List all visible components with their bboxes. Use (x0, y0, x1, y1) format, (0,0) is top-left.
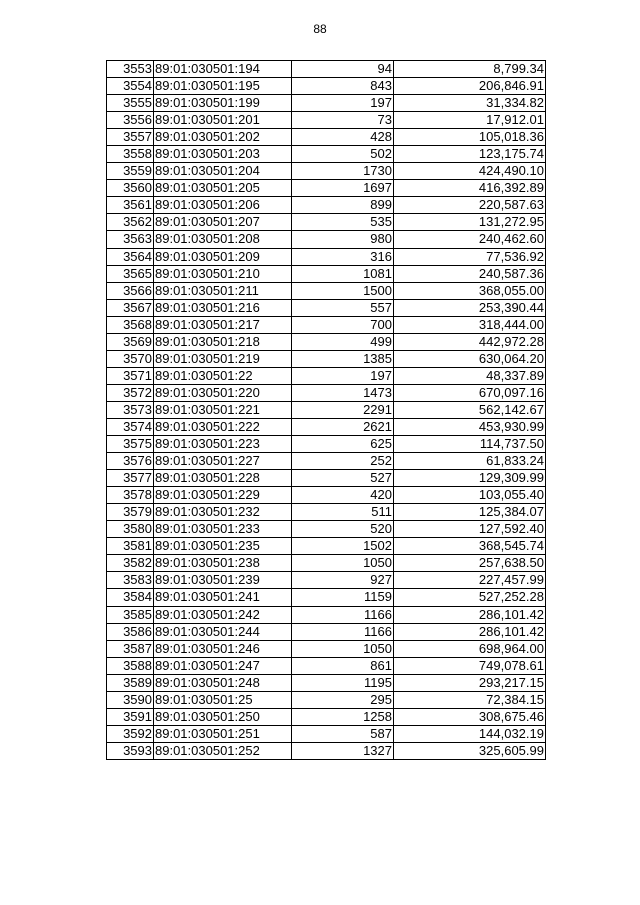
land-registry-table (106, 60, 546, 760)
cost-cell: 318,444.00 (394, 316, 546, 333)
cost-cell: 325,605.99 (394, 742, 546, 759)
cadastral-number-cell: 89:01:030501:251 (154, 725, 292, 742)
area-cell: 1500 (292, 282, 394, 299)
area-cell: 1385 (292, 350, 394, 367)
table-row (107, 146, 546, 163)
area-cell: 295 (292, 691, 394, 708)
cadastral-number-cell: 89:01:030501:210 (154, 265, 292, 282)
row-number-cell: 3583 (107, 572, 154, 589)
cost-cell: 368,545.74 (394, 538, 546, 555)
area-cell: 2621 (292, 418, 394, 435)
cadastral-number-cell: 89:01:030501:207 (154, 214, 292, 231)
table-row (107, 95, 546, 112)
row-number-cell: 3563 (107, 231, 154, 248)
area-cell: 700 (292, 316, 394, 333)
table-row (107, 640, 546, 657)
row-number-cell: 3593 (107, 742, 154, 759)
cadastral-number-cell: 89:01:030501:205 (154, 180, 292, 197)
row-number-cell: 3586 (107, 623, 154, 640)
row-number-cell: 3582 (107, 555, 154, 572)
cost-cell: 240,587.36 (394, 265, 546, 282)
row-number-cell: 3565 (107, 265, 154, 282)
row-number-cell: 3569 (107, 333, 154, 350)
table-row (107, 589, 546, 606)
row-number-cell: 3572 (107, 384, 154, 401)
table-row (107, 504, 546, 521)
cadastral-number-cell: 89:01:030501:222 (154, 418, 292, 435)
row-number-cell: 3571 (107, 367, 154, 384)
row-number-cell: 3566 (107, 282, 154, 299)
area-cell: 527 (292, 470, 394, 487)
cadastral-number-cell: 89:01:030501:233 (154, 521, 292, 538)
cadastral-number-cell: 89:01:030501:199 (154, 95, 292, 112)
cadastral-number-cell: 89:01:030501:206 (154, 197, 292, 214)
cost-cell: 670,097.16 (394, 384, 546, 401)
cost-cell: 61,833.24 (394, 453, 546, 470)
area-cell: 1166 (292, 606, 394, 623)
area-cell: 1050 (292, 640, 394, 657)
cost-cell: 416,392.89 (394, 180, 546, 197)
area-cell: 252 (292, 453, 394, 470)
area-cell: 1050 (292, 555, 394, 572)
row-number-cell: 3559 (107, 163, 154, 180)
row-number-cell: 3573 (107, 401, 154, 418)
table-row (107, 657, 546, 674)
row-number-cell: 3588 (107, 657, 154, 674)
cadastral-number-cell: 89:01:030501:250 (154, 708, 292, 725)
area-cell: 1502 (292, 538, 394, 555)
cost-cell: 630,064.20 (394, 350, 546, 367)
table-row (107, 248, 546, 265)
cadastral-number-cell: 89:01:030501:195 (154, 78, 292, 95)
cost-cell: 698,964.00 (394, 640, 546, 657)
table-row (107, 436, 546, 453)
cadastral-number-cell: 89:01:030501:232 (154, 504, 292, 521)
cadastral-number-cell: 89:01:030501:211 (154, 282, 292, 299)
table-row (107, 725, 546, 742)
cadastral-number-cell: 89:01:030501:202 (154, 129, 292, 146)
cost-cell: 286,101.42 (394, 623, 546, 640)
cost-cell: 206,846.91 (394, 78, 546, 95)
table-row (107, 316, 546, 333)
cost-cell: 749,078.61 (394, 657, 546, 674)
cadastral-number-cell: 89:01:030501:241 (154, 589, 292, 606)
cadastral-number-cell: 89:01:030501:228 (154, 470, 292, 487)
row-number-cell: 3561 (107, 197, 154, 214)
cadastral-number-cell: 89:01:030501:194 (154, 61, 292, 78)
table-row (107, 367, 546, 384)
cost-cell: 8,799.34 (394, 61, 546, 78)
area-cell: 499 (292, 333, 394, 350)
cost-cell: 31,334.82 (394, 95, 546, 112)
table-row (107, 538, 546, 555)
area-cell: 1327 (292, 742, 394, 759)
cadastral-number-cell: 89:01:030501:208 (154, 231, 292, 248)
cost-cell: 286,101.42 (394, 606, 546, 623)
cadastral-number-cell: 89:01:030501:242 (154, 606, 292, 623)
area-cell: 1166 (292, 623, 394, 640)
area-cell: 511 (292, 504, 394, 521)
cost-cell: 123,175.74 (394, 146, 546, 163)
cadastral-number-cell: 89:01:030501:25 (154, 691, 292, 708)
cadastral-number-cell: 89:01:030501:244 (154, 623, 292, 640)
row-number-cell: 3578 (107, 487, 154, 504)
cost-cell: 127,592.40 (394, 521, 546, 538)
row-number-cell: 3590 (107, 691, 154, 708)
cost-cell: 72,384.15 (394, 691, 546, 708)
cadastral-number-cell: 89:01:030501:22 (154, 367, 292, 384)
table-row (107, 555, 546, 572)
cost-cell: 442,972.28 (394, 333, 546, 350)
table-row (107, 453, 546, 470)
area-cell: 1473 (292, 384, 394, 401)
table-row (107, 163, 546, 180)
table-row (107, 265, 546, 282)
cadastral-number-cell: 89:01:030501:246 (154, 640, 292, 657)
row-number-cell: 3568 (107, 316, 154, 333)
page-number: 88 (313, 22, 327, 36)
area-cell: 520 (292, 521, 394, 538)
area-cell: 899 (292, 197, 394, 214)
area-cell: 843 (292, 78, 394, 95)
cost-cell: 103,055.40 (394, 487, 546, 504)
area-cell: 2291 (292, 401, 394, 418)
table-row (107, 418, 546, 435)
row-number-cell: 3567 (107, 299, 154, 316)
row-number-cell: 3587 (107, 640, 154, 657)
area-cell: 1697 (292, 180, 394, 197)
table-row (107, 214, 546, 231)
area-cell: 1195 (292, 674, 394, 691)
cost-cell: 453,930.99 (394, 418, 546, 435)
area-cell: 428 (292, 129, 394, 146)
cost-cell: 17,912.01 (394, 112, 546, 129)
cost-cell: 293,217.15 (394, 674, 546, 691)
cost-cell: 308,675.46 (394, 708, 546, 725)
row-number-cell: 3577 (107, 470, 154, 487)
cost-cell: 77,536.92 (394, 248, 546, 265)
cost-cell: 527,252.28 (394, 589, 546, 606)
row-number-cell: 3562 (107, 214, 154, 231)
cost-cell: 240,462.60 (394, 231, 546, 248)
area-cell: 197 (292, 367, 394, 384)
table-row (107, 112, 546, 129)
area-cell: 1081 (292, 265, 394, 282)
row-number-cell: 3554 (107, 78, 154, 95)
cost-cell: 48,337.89 (394, 367, 546, 384)
area-cell: 316 (292, 248, 394, 265)
area-cell: 625 (292, 436, 394, 453)
cost-cell: 220,587.63 (394, 197, 546, 214)
row-number-cell: 3557 (107, 129, 154, 146)
row-number-cell: 3591 (107, 708, 154, 725)
cost-cell: 144,032.19 (394, 725, 546, 742)
cost-cell: 105,018.36 (394, 129, 546, 146)
cadastral-number-cell: 89:01:030501:247 (154, 657, 292, 674)
table-body (107, 61, 546, 760)
row-number-cell: 3576 (107, 453, 154, 470)
cost-cell: 562,142.67 (394, 401, 546, 418)
cadastral-number-cell: 89:01:030501:229 (154, 487, 292, 504)
cadastral-number-cell: 89:01:030501:204 (154, 163, 292, 180)
table-row (107, 197, 546, 214)
cadastral-number-cell: 89:01:030501:217 (154, 316, 292, 333)
table-row (107, 742, 546, 759)
row-number-cell: 3553 (107, 61, 154, 78)
table-row (107, 521, 546, 538)
table-row (107, 61, 546, 78)
table-row (107, 129, 546, 146)
row-number-cell: 3570 (107, 350, 154, 367)
table-row (107, 333, 546, 350)
cadastral-number-cell: 89:01:030501:223 (154, 436, 292, 453)
cadastral-number-cell: 89:01:030501:227 (154, 453, 292, 470)
area-cell: 927 (292, 572, 394, 589)
table-row (107, 350, 546, 367)
cadastral-number-cell: 89:01:030501:248 (154, 674, 292, 691)
row-number-cell: 3574 (107, 418, 154, 435)
cost-cell: 227,457.99 (394, 572, 546, 589)
cadastral-number-cell: 89:01:030501:238 (154, 555, 292, 572)
cost-cell: 368,055.00 (394, 282, 546, 299)
cadastral-number-cell: 89:01:030501:218 (154, 333, 292, 350)
table-row (107, 78, 546, 95)
cost-cell: 253,390.44 (394, 299, 546, 316)
table-row (107, 470, 546, 487)
row-number-cell: 3580 (107, 521, 154, 538)
area-cell: 535 (292, 214, 394, 231)
table-row (107, 487, 546, 504)
row-number-cell: 3585 (107, 606, 154, 623)
row-number-cell: 3584 (107, 589, 154, 606)
table-row (107, 708, 546, 725)
table-row (107, 401, 546, 418)
table-row (107, 231, 546, 248)
cost-cell: 129,309.99 (394, 470, 546, 487)
cadastral-number-cell: 89:01:030501:219 (154, 350, 292, 367)
cost-cell: 131,272.95 (394, 214, 546, 231)
area-cell: 502 (292, 146, 394, 163)
table-row (107, 674, 546, 691)
area-cell: 1258 (292, 708, 394, 725)
cadastral-number-cell: 89:01:030501:252 (154, 742, 292, 759)
table-row (107, 691, 546, 708)
area-cell: 94 (292, 61, 394, 78)
cost-cell: 424,490.10 (394, 163, 546, 180)
cadastral-number-cell: 89:01:030501:221 (154, 401, 292, 418)
table-row (107, 180, 546, 197)
area-cell: 197 (292, 95, 394, 112)
row-number-cell: 3558 (107, 146, 154, 163)
row-number-cell: 3579 (107, 504, 154, 521)
row-number-cell: 3589 (107, 674, 154, 691)
cadastral-number-cell: 89:01:030501:216 (154, 299, 292, 316)
row-number-cell: 3555 (107, 95, 154, 112)
row-number-cell: 3560 (107, 180, 154, 197)
area-cell: 587 (292, 725, 394, 742)
row-number-cell: 3556 (107, 112, 154, 129)
area-cell: 73 (292, 112, 394, 129)
cost-cell: 257,638.50 (394, 555, 546, 572)
cost-cell: 125,384.07 (394, 504, 546, 521)
cadastral-number-cell: 89:01:030501:235 (154, 538, 292, 555)
cadastral-number-cell: 89:01:030501:239 (154, 572, 292, 589)
row-number-cell: 3581 (107, 538, 154, 555)
area-cell: 861 (292, 657, 394, 674)
cadastral-number-cell: 89:01:030501:220 (154, 384, 292, 401)
table-row (107, 623, 546, 640)
area-cell: 1730 (292, 163, 394, 180)
table-row (107, 572, 546, 589)
row-number-cell: 3564 (107, 248, 154, 265)
row-number-cell: 3575 (107, 436, 154, 453)
cost-cell: 114,737.50 (394, 436, 546, 453)
area-cell: 980 (292, 231, 394, 248)
area-cell: 1159 (292, 589, 394, 606)
table-row (107, 606, 546, 623)
area-cell: 420 (292, 487, 394, 504)
table-row (107, 384, 546, 401)
cadastral-number-cell: 89:01:030501:209 (154, 248, 292, 265)
table-row (107, 299, 546, 316)
table-row (107, 282, 546, 299)
cadastral-number-cell: 89:01:030501:201 (154, 112, 292, 129)
cadastral-number-cell: 89:01:030501:203 (154, 146, 292, 163)
row-number-cell: 3592 (107, 725, 154, 742)
area-cell: 557 (292, 299, 394, 316)
